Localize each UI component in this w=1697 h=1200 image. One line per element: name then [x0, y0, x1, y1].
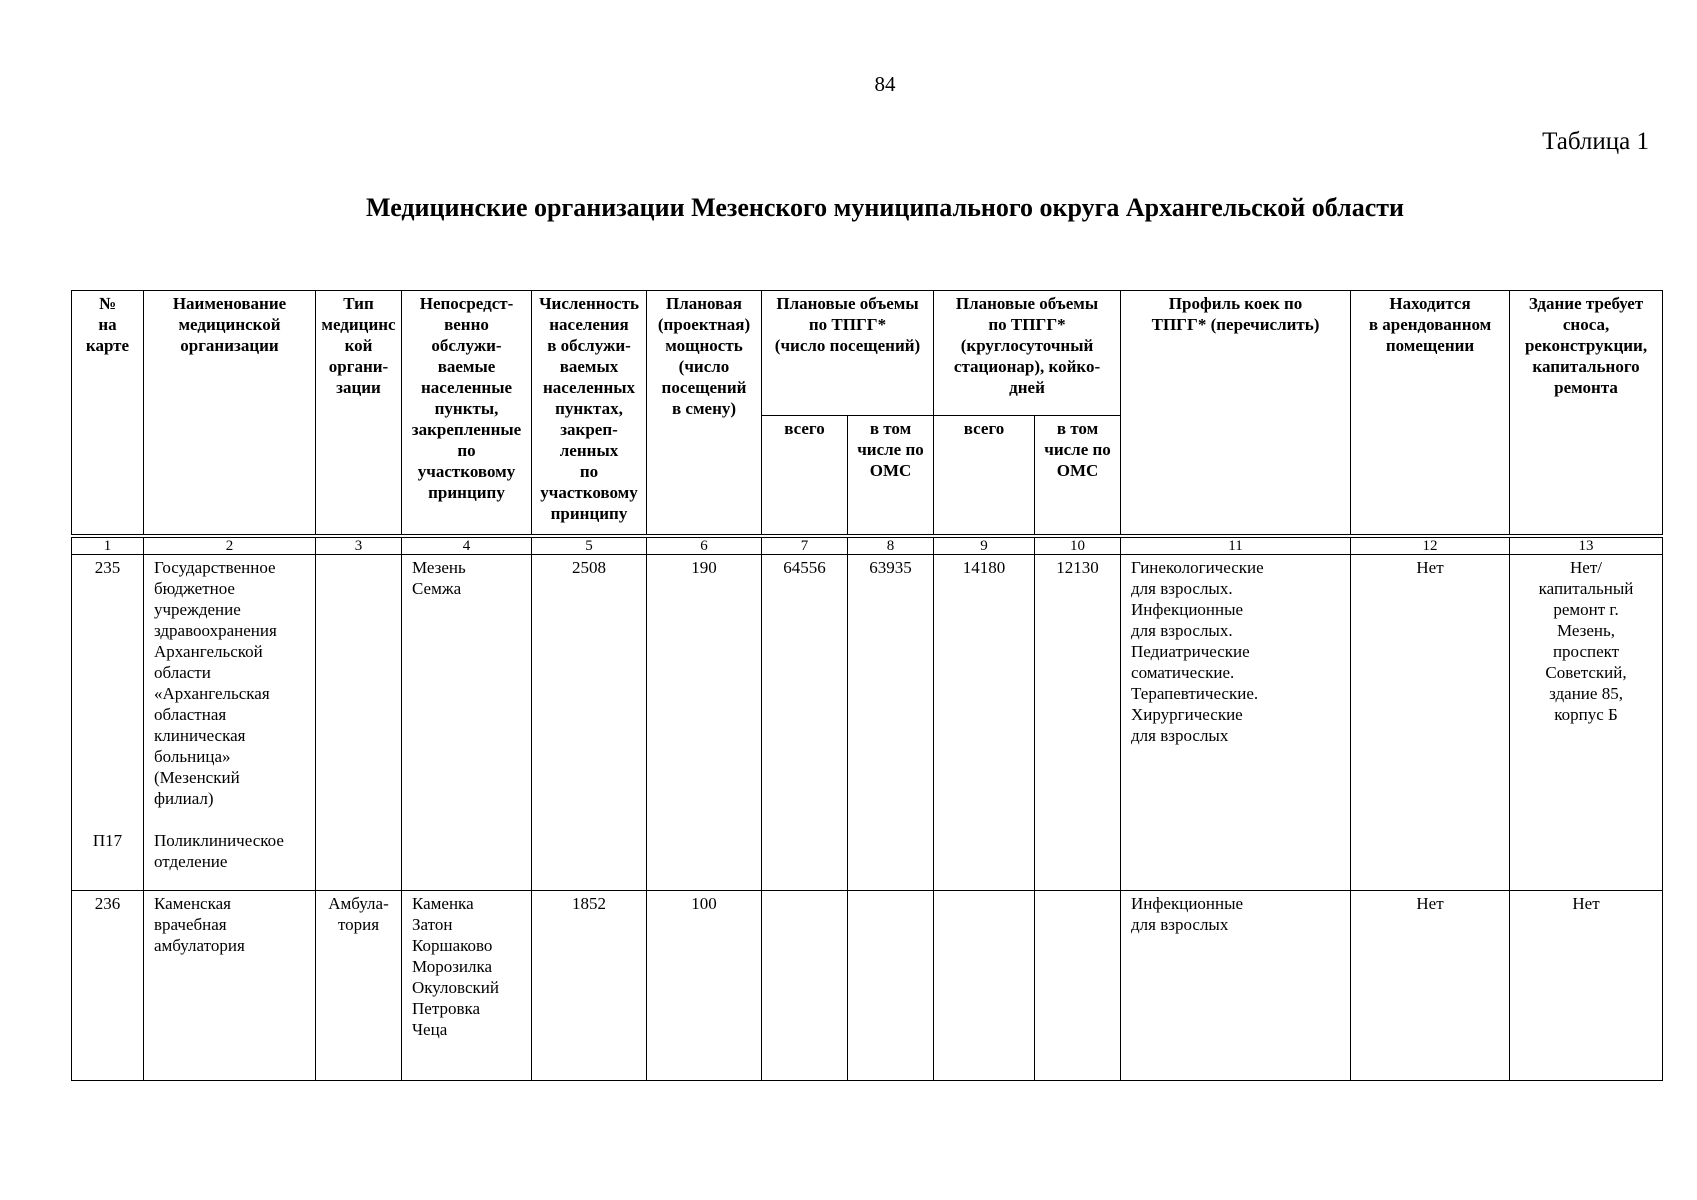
beddays-total	[934, 891, 1035, 1081]
capacity: 190	[647, 555, 762, 891]
bed-profile: Инфекционные для взрослых	[1121, 891, 1351, 1081]
header-planned-beddays: Плановые объемы по ТПГГ* (круглосуточный стационар), койко- дней	[934, 291, 1121, 416]
map-number: 236	[72, 891, 144, 1081]
map-number-secondary: П17	[92, 831, 123, 850]
page-number: 84	[874, 72, 896, 96]
capacity: 100	[647, 891, 762, 1081]
organizations-table-container	[71, 290, 1662, 1081]
column-number: 8	[848, 536, 934, 555]
header-visits-total: всего	[762, 416, 848, 537]
column-numbers-row	[72, 536, 1663, 555]
org-name: Государственное бюджетное учреждение здравоохранения Архангельской области «Архангельская областная клиническая больница» (Мезенский филиал)	[154, 558, 277, 808]
column-number: 2	[144, 536, 316, 555]
table-row	[72, 555, 1663, 891]
column-number: 10	[1035, 536, 1121, 555]
table-label: Таблица 1	[1542, 128, 1649, 155]
rented: Нет	[1351, 555, 1510, 891]
population: 1852	[532, 891, 647, 1081]
column-number: 11	[1121, 536, 1351, 555]
column-number: 5	[532, 536, 647, 555]
organizations-table	[71, 290, 1663, 1081]
map-number: 235	[94, 558, 121, 577]
header-org-type: Тип медицинс кой органи- зации	[316, 291, 402, 537]
header-beddays-oms: в том числе по ОМС	[1035, 416, 1121, 537]
header-rented: Находится в арендованном помещении	[1351, 291, 1510, 537]
column-number: 13	[1510, 536, 1663, 555]
settlements: Мезень Семжа	[402, 555, 532, 891]
column-number: 12	[1351, 536, 1510, 555]
org-type: Амбула- тория	[316, 891, 402, 1081]
column-number: 9	[934, 536, 1035, 555]
settlements: Каменка Затон Коршаково Морозилка Окуловский Петровка Чеца	[402, 891, 532, 1081]
header-repair: Здание требует сноса, реконструкции, капитального ремонта	[1510, 291, 1663, 537]
org-subdivision: Поликлиническое отделение	[154, 831, 284, 871]
header-capacity: Плановая (проектная) мощность (число посещений в смену)	[647, 291, 762, 537]
bed-profile: Гинекологические для взрослых. Инфекционные для взрослых. Педиатрические соматические. Терапевтические. Хирургические для взрослых	[1121, 555, 1351, 891]
beddays-oms	[1035, 891, 1121, 1081]
header-map-number: № на карте	[72, 291, 144, 537]
column-number: 7	[762, 536, 848, 555]
header-org-name: Наименование медицинской организации	[144, 291, 316, 537]
visits-oms: 63935	[848, 555, 934, 891]
rented: Нет	[1351, 891, 1510, 1081]
table-row	[72, 891, 1663, 1081]
org-type	[316, 555, 402, 891]
org-name-cell	[144, 555, 316, 891]
org-name: Каменская врачебная амбулатория	[144, 891, 316, 1081]
header-beddays-total: всего	[934, 416, 1035, 537]
beddays-total: 14180	[934, 555, 1035, 891]
column-number: 3	[316, 536, 402, 555]
repair-status: Нет	[1510, 891, 1663, 1081]
visits-total	[762, 891, 848, 1081]
repair-status: Нет/ капитальный ремонт г. Мезень, проспект Советский, здание 85, корпус Б	[1510, 555, 1663, 891]
population: 2508	[532, 555, 647, 891]
column-number: 4	[402, 536, 532, 555]
beddays-oms: 12130	[1035, 555, 1121, 891]
visits-total: 64556	[762, 555, 848, 891]
map-number-cell	[72, 555, 144, 891]
header-bed-profile: Профиль коек по ТПГГ* (перечислить)	[1121, 291, 1351, 537]
document-title: Медицинские организации Мезенского муниципального округа Архангельской области	[366, 193, 1404, 222]
visits-oms	[848, 891, 934, 1081]
header-settlements: Непосредст- венно обслужи- ваемые населенные пункты, закрепленные по участковому принципу	[402, 291, 532, 537]
header-population: Численность населения в обслужи- ваемых населенных пунктах, закреп- ленных по участковому принципу	[532, 291, 647, 537]
column-number: 6	[647, 536, 762, 555]
header-planned-visits: Плановые объемы по ТПГГ* (число посещений)	[762, 291, 934, 416]
column-number: 1	[72, 536, 144, 555]
header-visits-oms: в том числе по ОМС	[848, 416, 934, 537]
